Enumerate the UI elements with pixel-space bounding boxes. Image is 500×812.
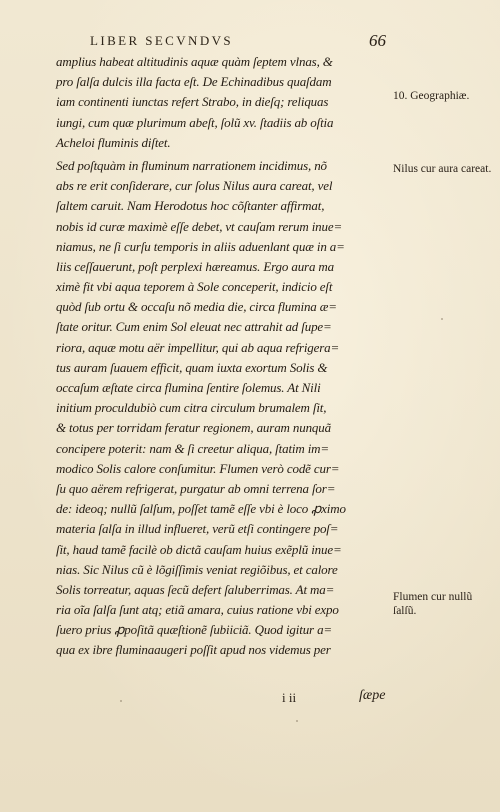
text-line: nias. Sic Nilus cũ è lõgiſſimis veniat regiõibus, et calore	[56, 561, 338, 577]
paragraph-start-line: Sed poſtquàm in fluminum narrationem incidimus, nõ	[56, 157, 327, 173]
paper-speck	[296, 720, 298, 722]
text-line: materia ſalſa in illud influeret, verũ etſi contingere poſ=	[56, 521, 339, 537]
text-line: initium proculdubiò cum citra circulum brumalem ſit,	[56, 400, 327, 416]
text-line: Solis torreatur, aquas ſecũ defert ſaluberrimas. At ma=	[56, 581, 335, 597]
text-line: ſit, haud tamẽ facilè ob dictã cauſam huius exẽplũ inue=	[56, 541, 342, 557]
paper-speck	[120, 700, 122, 702]
margin-note-flumen: Flumen cur nullũ ſalſũ.	[393, 591, 473, 617]
text-line: de: ideoq; nullũ ſalſum, poſſet tamẽ eſſe vbi è loco ꝓximo	[56, 501, 346, 517]
text-line: liis ceſſauerunt, poſt perplexi hæreamus. Ergo aura ma	[56, 258, 334, 274]
paper-speck	[441, 318, 443, 320]
text-line: iam continenti iunctas refert Strabo, in dieſq; reliquas	[56, 94, 329, 110]
text-line: & totus per torridam feratur regionem, auram nunquã	[56, 420, 331, 436]
page-number: 66	[369, 31, 386, 50]
text-line: quòd ſub ortu & occaſu nõ media die, circa flumina æ=	[56, 299, 337, 315]
text-line: amplius habeat altitudinis aquæ quàm ſeptem vlnas, &	[56, 54, 333, 69]
running-head: LIBER SECVNDVS	[90, 33, 234, 48]
text-line: riora, aquæ motu aër impellitur, qui ab aqua refrigera=	[56, 339, 340, 355]
text-line: ſaltem caruit. Nam Herodotus hoc cõſtanter affirmat,	[56, 198, 325, 214]
text-line: qua ex ibre fluminaaugeri poſſit apud nos videmus per	[56, 642, 331, 658]
margin-note-nilus: Nilus cur aura careat.	[393, 163, 492, 175]
text-line: modico Solis calore conſumitur. Flumen verò codẽ cur=	[56, 460, 340, 476]
text-line: pro ſalſa dulcis illa facta eſt. De Echinadibus quaſdam	[56, 74, 332, 90]
catchword: ſæpe	[359, 688, 386, 703]
text-line: ſuero prius ꝓpoſitã quæſtionẽ ſubiiciã. Quod igitur a=	[56, 622, 333, 638]
text-line: abs re erit conſiderare, cur ſolus Nilus aura careat, vel	[56, 178, 333, 194]
text-line: concipere poterit: nam & ſi creetur aliqua, ſtatim im=	[56, 440, 330, 456]
signature-mark: i ii	[282, 690, 297, 705]
text-line: niamus, ne ſi curſu temporis in aliis aduenlant quæ in a=	[56, 238, 345, 254]
text-line: nobis id curæ maximè eſſe debet, vt cauſam rerum inue=	[56, 218, 343, 234]
show-through-bleed	[420, 345, 480, 435]
text-line: ria oĩa ſalſa ſunt atq; etiã amara, cuius ratione vbi expo	[56, 602, 339, 618]
text-line: tus auram ſuauem efficit, quam iuxta exortum Solis &	[56, 359, 328, 375]
main-text-block	[56, 52, 388, 661]
margin-note-geographiae: 10. Geographiæ.	[393, 90, 470, 102]
text-line: ſu quo aërem refrigerat, purgatur ab omni terrena ſor=	[56, 480, 336, 496]
text-line: ſtate oritur. Cum enim Sol eleuat nec attrahit ad ſupe=	[56, 319, 332, 335]
text-line: Acheloi fluminis diſtet.	[56, 134, 171, 150]
text-line: iungi, cum quæ plurimum abeſt, ſolũ xv. ſtadiis ab oſtia	[56, 114, 334, 130]
text-line: occaſum æſtate circa flumina ſentire ſolemus. At Nili	[56, 380, 321, 395]
text-line: ximè fit vbi aqua teporem à Sole conceperit, indicio eſt	[56, 279, 333, 295]
